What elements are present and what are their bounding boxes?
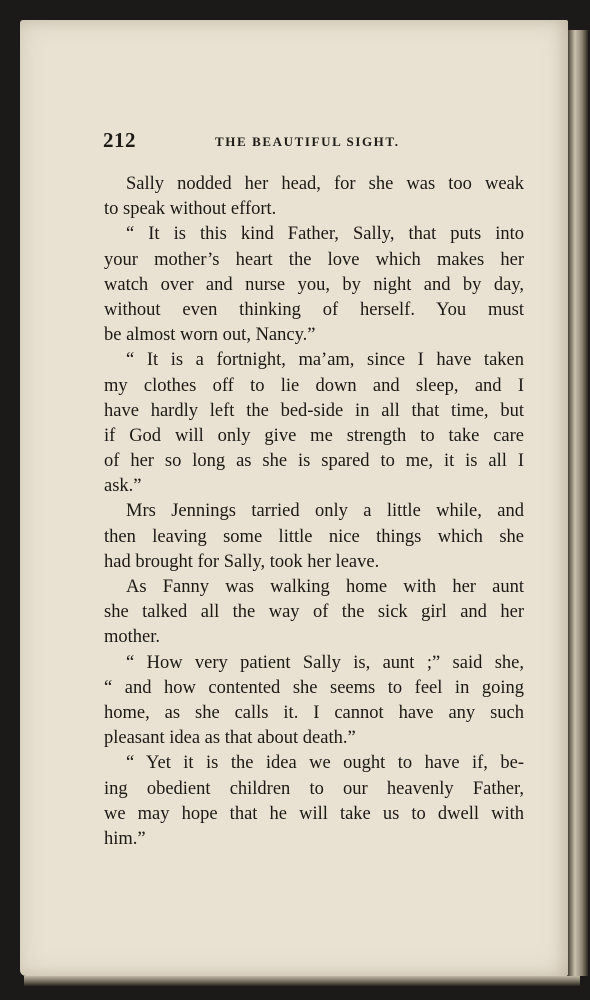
text-line: your mother’s heart the love which makes her	[104, 249, 524, 270]
text-line: “ How very patient Sally is, aunt ;” said she,	[126, 652, 524, 673]
text-line: “ and how contented she seems to feel in going	[104, 677, 524, 698]
page-edge-bottom	[24, 976, 580, 986]
text-line: if God will only give me strength to take care	[104, 425, 524, 446]
text-line: have hardly left the bed-side in all that time, but	[104, 400, 524, 421]
text-line: we may hope that he will take us to dwell with	[104, 803, 524, 824]
text-line: ask.”	[104, 476, 142, 497]
running-head: THE BEAUTIFUL SIGHT.	[215, 134, 400, 149]
page-header	[103, 128, 523, 158]
body-text	[104, 172, 524, 852]
text-line: she talked all the way of the sick girl and her	[104, 602, 524, 623]
page-number: 212	[103, 128, 136, 152]
text-line: home, as she calls it. I cannot have any such	[104, 702, 524, 723]
text-line: watch over and nurse you, by night and by day,	[104, 274, 524, 295]
text-line: without even thinking of herself. You must	[104, 299, 524, 320]
text-line: Mrs Jennings tarried only a little while, and	[126, 501, 524, 522]
text-line: to speak without effort.	[104, 199, 277, 220]
text-line: Sally nodded her head, for she was too weak	[126, 174, 524, 194]
text-line: “ It is this kind Father, Sally, that puts into	[126, 224, 524, 245]
page-edge-right	[568, 30, 588, 976]
text-line: mother.	[104, 627, 161, 648]
text-line: ing obedient children to our heavenly Father,	[104, 778, 524, 799]
text-line: had brought for Sally, took her leave.	[104, 551, 380, 572]
text-line: “ Yet it is the idea we ought to have if, be-	[126, 753, 524, 774]
text-line: “ It is a fortnight, ma’am, since I have taken	[126, 350, 524, 371]
text-line: As Fanny was walking home with her aunt	[126, 577, 524, 597]
text-line: pleasant idea as that about death.”	[104, 728, 356, 749]
text-line: of her so long as she is spared to me, it is all I	[104, 451, 524, 472]
text-line: my clothes off to lie down and sleep, and I	[104, 375, 524, 396]
text-line: be almost worn out, Nancy.”	[104, 325, 316, 346]
text-line: then leaving some little nice things which she	[104, 526, 524, 547]
text-line: him.”	[104, 828, 146, 849]
